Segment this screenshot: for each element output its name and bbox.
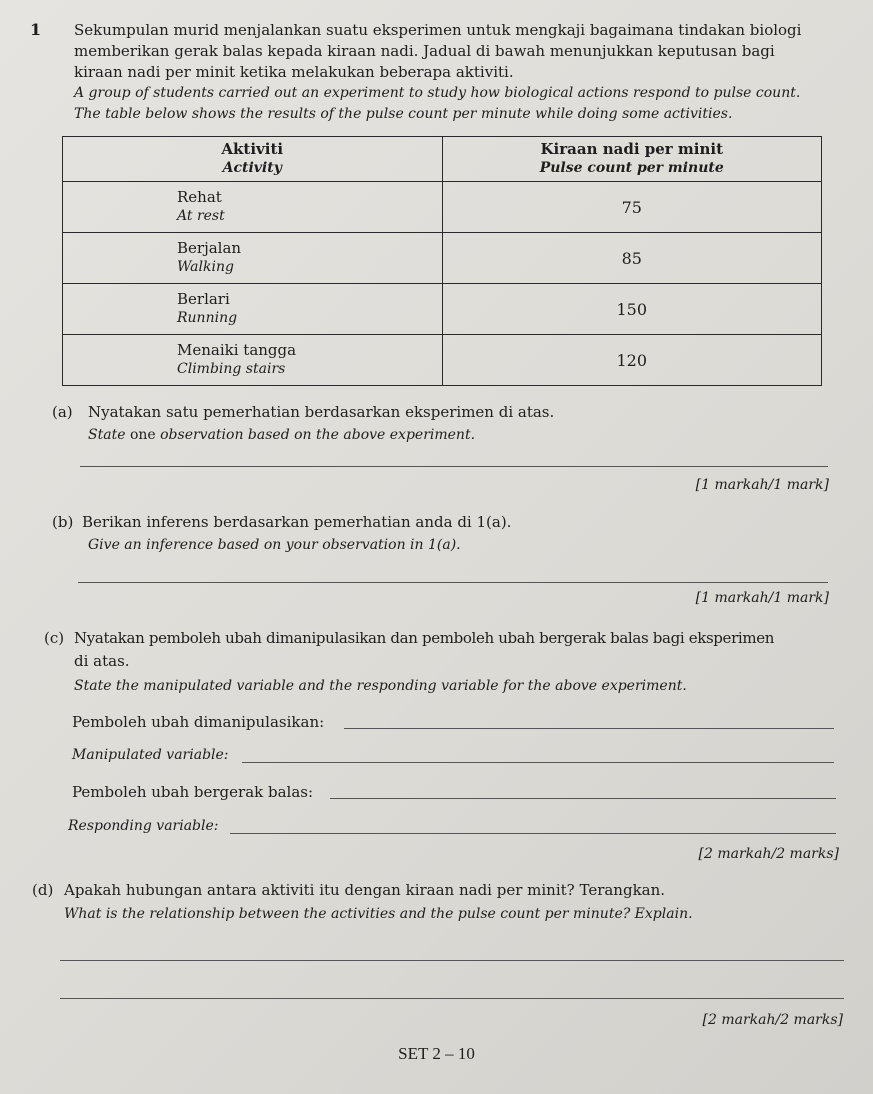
table-row [63,233,822,284]
pulse-value: 85 [442,233,822,284]
part-b-question-en: Give an inference based on your observation in 1(a). [88,537,461,553]
pulse-value: 150 [442,284,822,335]
table-header-row [63,137,822,182]
header-activity [63,137,443,182]
part-a-question-en: State one observation based on the above experiment. [88,427,476,443]
activity-cell [63,182,443,233]
intro-english: A group of students carried out an experiment to study how biological actions respond to pulse count. The table below shows the results of the pulse count per minute while doing some activities. [74,85,801,122]
activity-cell [63,335,443,386]
marks-a: [1 markah/1 mark] [695,477,829,493]
part-d-question-en: What is the relationship between the activities and the pulse count per minute? Explain. [64,906,693,922]
activity-ms: Berjalan [177,239,242,257]
marks-b: [1 markah/1 mark] [695,590,829,606]
pulse-value: 75 [442,182,822,233]
activity-cell [63,233,443,284]
manipulated-answer-line[interactable] [344,728,834,729]
part-a-label: (a) [52,403,73,421]
activity-en: At rest [177,208,225,224]
responding-label-en: Responding variable: [68,818,219,834]
header-pulse [442,137,822,182]
table-row [63,182,822,233]
marks-c: [2 markah/2 marks] [698,846,839,862]
header-activity-ms: Aktiviti [221,140,284,158]
manipulated-label-en: Manipulated variable: [72,747,229,763]
header-pulse-en: Pulse count per minute [539,160,724,176]
question-intro [74,20,824,125]
answer-line-d2[interactable] [60,998,844,999]
part-b-question-ms: Berikan inferens berdasarkan pemerhatian anda di 1(a). [82,513,512,531]
manipulated-label-ms: Pemboleh ubah dimanipulasikan: [72,713,325,731]
part-d-question-ms: Apakah hubungan antara aktiviti itu dengan kiraan nadi per minit? Terangkan. [64,881,666,899]
answer-line-a[interactable] [80,466,828,467]
table-row [63,284,822,335]
answer-line-b[interactable] [78,582,828,583]
part-d-label: (d) [32,881,54,899]
part-c-question-ms-line1: Nyatakan pemboleh ubah dimanipulasikan dan pemboleh ubah bergerak balas bagi eksperimen [74,629,775,647]
responding-answer-line[interactable] [330,798,836,799]
marks-d: [2 markah/2 marks] [702,1012,843,1028]
results-table [62,136,822,386]
header-activity-en: Activity [222,160,282,176]
responding-label-ms: Pemboleh ubah bergerak balas: [72,783,314,801]
activity-en: Running [177,310,238,326]
intro-malay: Sekumpulan murid menjalankan suatu eksperimen untuk mengkaji bagaimana tindakan biologi memberikan gerak balas kepada kiraan nadi. Jadual di bawah menunjukkan keputusan bagi kiraan nadi per minit ketika melakukan beberapa aktiviti. [74,21,802,81]
activity-cell [63,284,443,335]
responding-answer-line-2[interactable] [230,833,836,834]
part-a-question-ms: Nyatakan satu pemerhatian berdasarkan eksperimen di atas. [88,403,555,421]
manipulated-answer-line-2[interactable] [242,762,834,763]
question-number: 1 [30,20,42,39]
activity-en: Climbing stairs [177,361,286,377]
answer-line-d1[interactable] [60,960,844,961]
page-footer: SET 2 – 10 [398,1044,475,1063]
activity-en: Walking [177,259,234,275]
pulse-value: 120 [442,335,822,386]
activity-ms: Menaiki tangga [177,341,297,359]
part-c-question-en: State the manipulated variable and the responding variable for the above experiment. [74,678,687,694]
activity-ms: Rehat [177,188,222,206]
activity-ms: Berlari [177,290,230,308]
header-pulse-ms: Kiraan nadi per minit [540,140,723,158]
part-b-label: (b) [52,513,74,531]
part-c-label: (c) [44,629,65,647]
part-c-question-ms-line2: di atas. [74,652,130,670]
table-row [63,335,822,386]
